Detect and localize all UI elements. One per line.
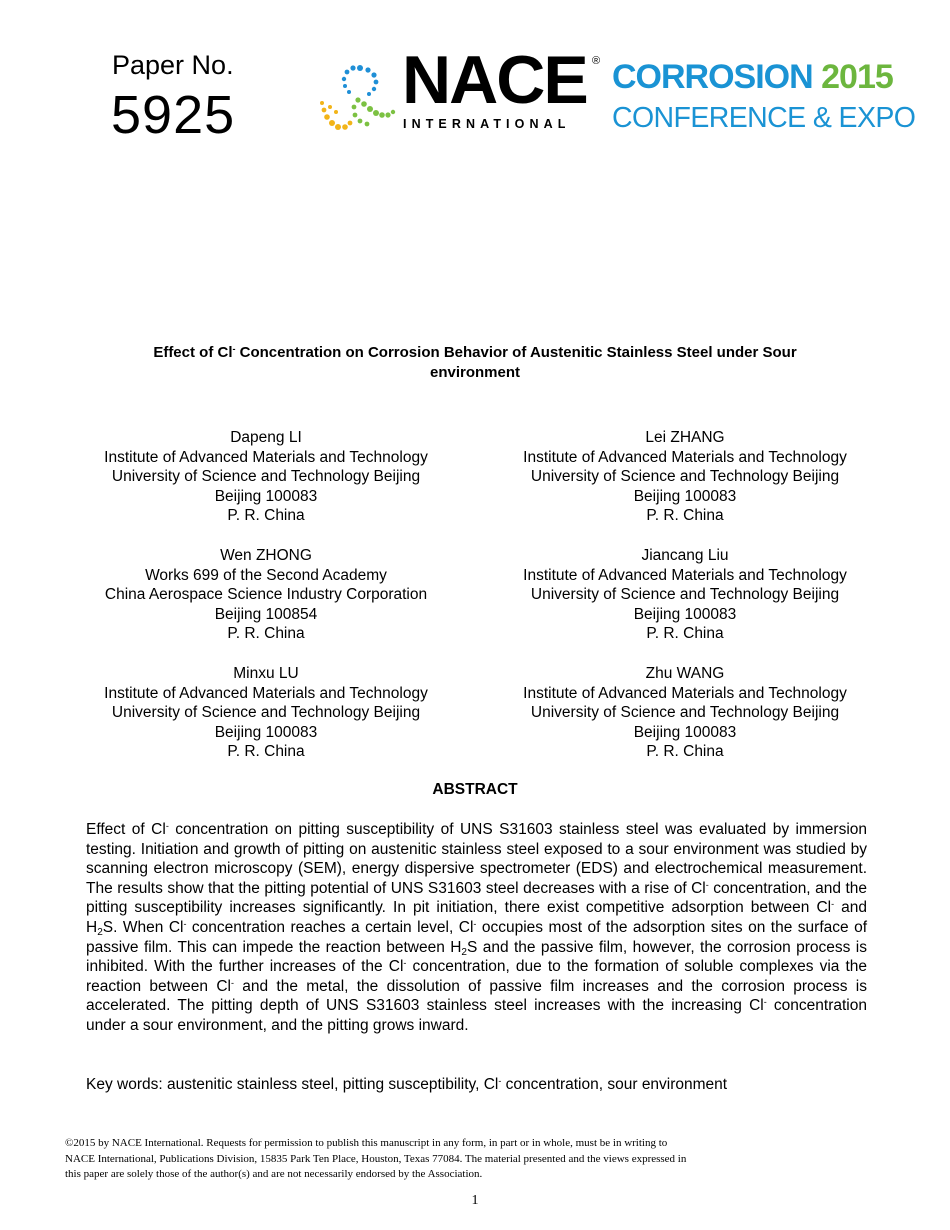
author-name: Minxu LU: [233, 665, 299, 682]
author-affiliation-line: P. R. China: [227, 625, 305, 643]
author-name: Lei ZHANG: [645, 429, 725, 446]
author-affiliation-line: University of Science and Technology Beijing: [530, 586, 840, 604]
author-affiliation-line: University of Science and Technology Beijing: [111, 704, 421, 722]
footer-line: NACE International, Publications Division, 15835 Park Ten Place, Houston, Texas 77084. The material presented and the views expressed in: [65, 1152, 687, 1165]
abstract-superscript: -: [230, 977, 234, 988]
author-affiliation-line: University of Science and Technology Beijing: [530, 468, 840, 486]
abstract-superscript: -: [705, 879, 709, 890]
author-affiliation-line: Institute of Advanced Materials and Technology: [523, 448, 847, 466]
author-affiliation-line: P. R. China: [227, 507, 305, 525]
conference-subtitle: CONFERENCE & EXPO: [612, 102, 916, 134]
title-text-part1: Effect of Cl: [153, 344, 233, 361]
abstract-subscript: 2: [461, 946, 467, 958]
abstract-superscript: -: [763, 997, 767, 1008]
author-affiliation-line: Beijing 100854: [214, 605, 318, 623]
footer-line: this paper are solely those of the author(s) and are not necessarily endorsed by the Association.: [65, 1168, 483, 1180]
keywords: [86, 1076, 867, 1094]
author-affiliation-line: Works 699 of the Second Academy: [145, 566, 387, 584]
conference-year: 2015: [821, 58, 893, 96]
abstract-text: S and the passive film, however, the corrosion process is inhibited. With the further increases of the Cl: [86, 938, 867, 976]
footer-line: ©2015 by NACE International. Requests for permission to publish this manuscript in any form, in part or in whole, must be in writing to: [65, 1137, 668, 1149]
abstract-text: concentration under a sour environment, and the pitting grows inward.: [86, 997, 867, 1034]
keywords-text-part2: concentration, sour environment: [501, 1076, 728, 1093]
author-affiliation-line: Institute of Advanced Materials and Technology: [104, 448, 428, 466]
nace-international-label: INTERNATIONAL: [403, 117, 571, 131]
keywords-text-part1: Key words: austenitic stainless steel, pitting susceptibility, Cl: [86, 1076, 499, 1093]
conference-name-text: CORROSION: [612, 58, 822, 96]
author-affiliation-line: University of Science and Technology Beijing: [530, 704, 840, 722]
abstract-text: concentration on pitting susceptibility of UNS S31603 stainless steel was evaluated by immersion testing. Initiation and growth of pitting on austenitic stainless steel exposed to a sour environment was studied by scanning electron microscopy (SEM), energy dispersive spectrometer (EDS) and electrochemical measurement. The results show that the pitting potential of UNS S31603 steel decreases with a rise of Cl: [86, 821, 868, 897]
paper-number-label: Paper No.: [112, 50, 234, 80]
keywords-superscript: -: [498, 1076, 502, 1086]
abstract-text: occupies most of the adsorption sites on the surface of passive film. This can impede the reaction between H: [86, 918, 868, 956]
author-affiliation-line: Beijing 100083: [633, 605, 737, 623]
author-block: [485, 546, 885, 644]
author-affiliation-line: Institute of Advanced Materials and Technology: [523, 566, 847, 584]
abstract-subscript: 2: [97, 926, 103, 938]
author-affiliation-line: P. R. China: [646, 625, 724, 643]
registered-mark: ®: [592, 55, 601, 67]
title-superscript: -: [232, 344, 236, 354]
abstract-text: concentration, and the pitting susceptibility increases significantly. In pit initiation, there exist competitive adsorption between Cl: [86, 879, 867, 917]
author-affiliation-line: P. R. China: [227, 743, 305, 761]
author-affiliation-line: Institute of Advanced Materials and Technology: [104, 684, 428, 702]
paper-title: [80, 343, 870, 383]
abstract-text: concentration, due to the formation of soluble complexes via the reaction between Cl: [86, 958, 868, 995]
author-affiliation-line: Beijing 100083: [214, 487, 318, 505]
abstract-body: [86, 820, 867, 1036]
page-number: 1: [471, 1193, 479, 1208]
nace-logo-icon: [318, 60, 398, 136]
author-name: Zhu WANG: [645, 665, 725, 682]
author-name: Jiancang Liu: [641, 547, 729, 564]
author-affiliation-line: Beijing 100083: [214, 723, 318, 741]
author-block: [66, 546, 466, 644]
abstract-text: S. When Cl: [102, 918, 184, 936]
author-block: [485, 428, 885, 526]
conference-name: [612, 58, 893, 97]
author-name: Wen ZHONG: [220, 547, 312, 564]
abstract-superscript: -: [473, 918, 477, 929]
abstract-superscript: -: [403, 958, 407, 969]
abstract-superscript: -: [165, 821, 169, 831]
title-text-line2: environment: [429, 364, 520, 381]
author-block: [66, 428, 466, 526]
abstract-superscript: -: [831, 899, 835, 910]
author-block: [66, 664, 466, 762]
abstract-text: Effect of Cl: [86, 821, 166, 838]
paper-number-value: 5925: [111, 85, 236, 145]
author-affiliation-line: Institute of Advanced Materials and Technology: [523, 684, 847, 702]
author-affiliation-line: Beijing 100083: [633, 723, 737, 741]
abstract-heading: ABSTRACT: [432, 781, 518, 798]
author-affiliation-line: University of Science and Technology Beijing: [111, 468, 421, 486]
author-affiliation-line: P. R. China: [646, 743, 724, 761]
nace-wordmark: NACE: [402, 42, 587, 118]
copyright-footer: [65, 1136, 785, 1183]
title-text-part2: Concentration on Corrosion Behavior of Austenitic Stainless Steel under Sour: [235, 344, 797, 361]
abstract-superscript: -: [183, 918, 187, 929]
author-name: Dapeng LI: [230, 429, 302, 446]
abstract-text: and the metal, the dissolution of passive film increases and the corrosion process is accelerated. The pitting depth of UNS S31603 stainless steel increases with the increasing Cl: [86, 977, 867, 1015]
author-affiliation-line: P. R. China: [646, 507, 724, 525]
abstract-text: concentration reaches a certain level, Cl: [186, 918, 474, 936]
abstract-text: and H: [86, 899, 867, 936]
author-affiliation-line: Beijing 100083: [633, 487, 737, 505]
author-affiliation-line: China Aerospace Science Industry Corporation: [104, 586, 428, 604]
author-block: [485, 664, 885, 762]
